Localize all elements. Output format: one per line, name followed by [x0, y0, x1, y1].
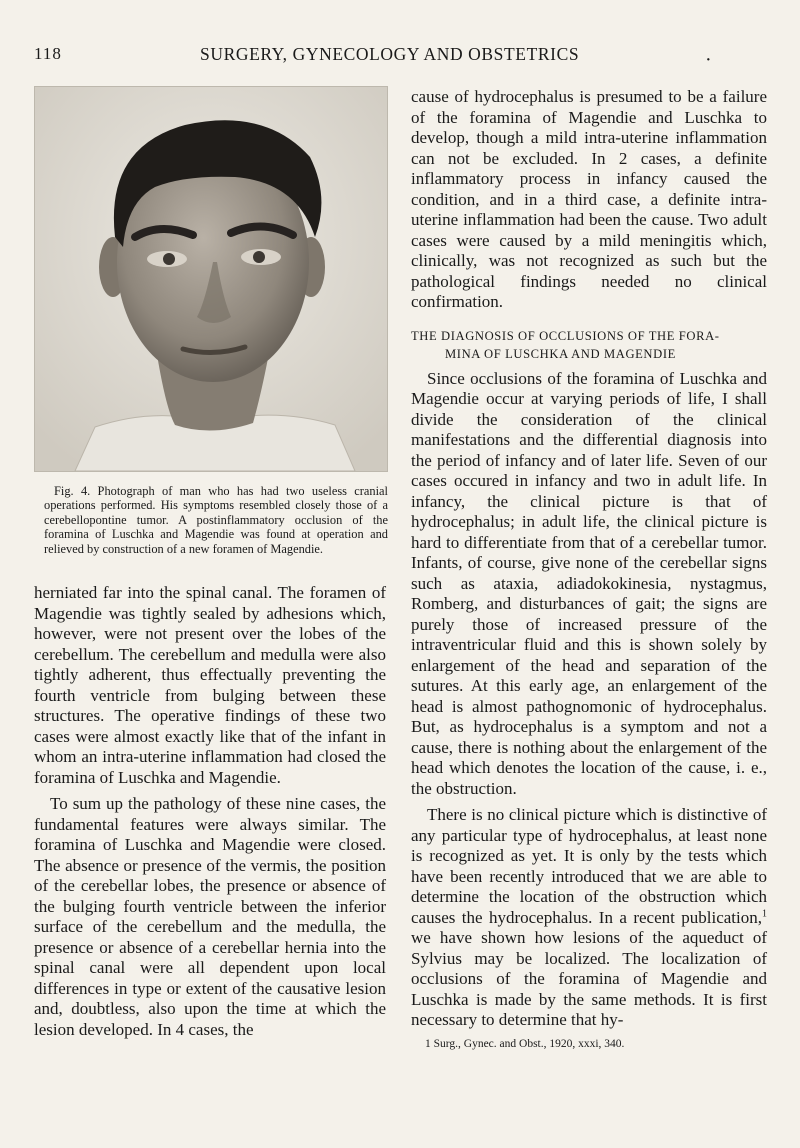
figure-caption: Fig. 4. Photograph of man who has had two useless cranial operations performed. His symptoms resembled closely those of a cerebellopontine tumor. A postinflammatory occlusion of the foramina of Luschka and Magendie was found at operation and relieved by construction of a new foramen of Magendie.: [44, 484, 388, 556]
footnote-marker: 1: [762, 907, 767, 919]
paragraph-text: There is no clinical picture which is distinctive of any particular type of hydrocephalus, at least none is recognized as yet. It is only by the tests which have been recently introduced that we are able to determine the location of the obstruction which causes the hydrocephalus. In a recent publication,: [411, 805, 767, 927]
page-number: 118: [34, 44, 62, 63]
paragraph: To sum up the pathology of these nine cases, the fundamental features were always similar. The foramina of Luschka and Magendie were closed. The absence or presence of the vermis, the position of the cerebellar lobes, the presence or absence of the bulging fourth ventricle between the inferior surface of the cerebellum and the medulla, the presence or absence of a cerebellar hernia into the spinal canal were all dependent upon local differences in type or extent of the causative lesion and, doubtless, also upon the time at which the lesion developed. In 4 cases, the: [34, 794, 386, 1039]
figure-photograph: [34, 86, 388, 472]
left-column: [34, 583, 386, 1040]
portrait-illustration: [35, 87, 387, 471]
section-heading: [411, 327, 767, 363]
running-head: SURGERY, GYNECOLOGY AND OBSTETRICS: [200, 44, 580, 64]
paragraph: Since occlusions of the foramina of Luschka and Magendie occur at varying periods of life, I shall divide the consideration of the clinical manifestations and the differential diagnosis into the period of infancy and of later life. Seven of our cases occured in infancy and two in adult life. In infancy, the clinical picture is that of hydrocephalus; in adult life, the clinical picture is hard to differentiate from that of a cerebellar tumor. Infants, of course, give none of the cerebellar signs such as ataxia, adiadokokinesia, nystagmus, Romberg, and disturbances of gait; the signs are purely those of increased pressure of the intraventricular fluid and this is shown solely by enlargement of the head and separation of the sutures. At this early age, an enlargement of the head is almost pathognomonic of hydrocephalus. But, as hydrocephalus is a symptom and not a cause, there is nothing about the enlargement of the head which denotes the location of the cause, i. e., the obstruction.: [411, 368, 767, 798]
paragraph: cause of hydrocephalus is presumed to be a failure of the foramina of Magendie and Luschka to develop, though a mild intra-uterine inflammation can not be excluded. In 2 cases, a definite inflammatory process in infancy caused the condition, and in a third case, a definite intra-uterine inflammation had been the cause. Two adult cases were caused by a mild meningitis which, clinically, was not recognized as such but the pathological findings needed no clinical confirmation.: [411, 87, 767, 311]
footnote: 1 Surg., Gynec. and Obst., 1920, xxxi, 340.: [425, 1037, 625, 1050]
paragraph: [411, 805, 767, 1031]
section-heading-line1: THE DIAGNOSIS OF OCCLUSIONS OF THE FORA-: [411, 328, 720, 343]
paragraph: herniated far into the spinal canal. The foramen of Magendie was tightly sealed by adhesions which, however, were not present over the lobes of the cerebellum. The cerebellum and medulla were also tightly adherent, thus effectually preventing the fourth ventricle from bulging between these structures. The operative findings of these two cases were almost exactly like that of the infant in whom an intra-uterine inflammation had closed the foramina of Luschka and Magendie.: [34, 583, 386, 787]
ink-speck: ·: [705, 49, 712, 71]
right-column: [411, 87, 767, 1051]
paragraph-text: we have shown how lesions of the aqueduct of Sylvius may be localized. The localization of occlusions of the foramina of Magendie and Luschka is made by the same methods. It is first necessary to determine that hy-: [411, 928, 767, 1029]
section-heading-line2: MINA OF LUSCHKA AND MAGENDIE: [445, 346, 676, 361]
